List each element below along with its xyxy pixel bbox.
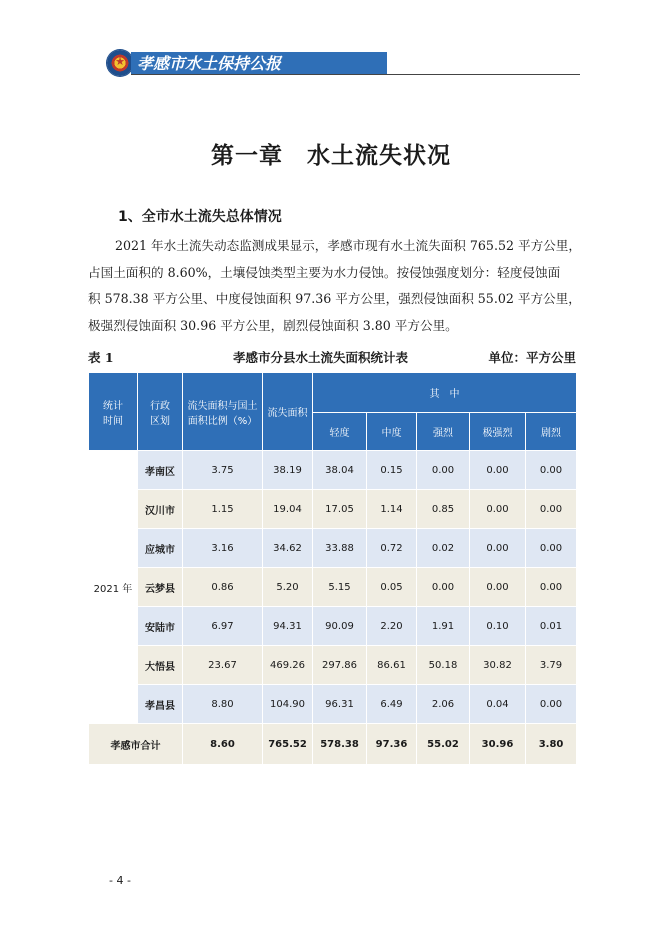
header-level: 剧烈 (526, 413, 577, 451)
level-cell: 0.01 (526, 607, 577, 646)
header-among: 其 中 (313, 373, 577, 413)
level-cell: 3.79 (526, 646, 577, 685)
table-row (89, 490, 577, 529)
header-level: 极强烈 (470, 413, 526, 451)
header-ratio: 流失面积与国土 面积比例（%） (183, 373, 263, 451)
ratio-cell: 3.16 (183, 529, 263, 568)
area-cell: 5.20 (263, 568, 313, 607)
level-cell: 0.00 (470, 451, 526, 490)
region-name: 大悟县 (138, 646, 183, 685)
area-cell: 34.62 (263, 529, 313, 568)
level-cell: 0.04 (470, 685, 526, 724)
table-title: 孝感市分县水土流失面积统计表 (233, 350, 409, 365)
level-cell: 17.05 (313, 490, 367, 529)
total-row (89, 724, 577, 765)
area-cell: 469.26 (263, 646, 313, 685)
header-period: 统计 时间 (89, 373, 138, 451)
ratio-cell: 6.97 (183, 607, 263, 646)
header-level: 中度 (367, 413, 417, 451)
total-level: 30.96 (470, 724, 526, 765)
region-name: 孝南区 (138, 451, 183, 490)
table-row (89, 607, 577, 646)
header-band (131, 52, 387, 75)
level-cell: 50.18 (417, 646, 470, 685)
paragraph-line: 极强烈侵蚀面积 30.96 平方公里，剧烈侵蚀面积 3.80 平方公里。 (88, 317, 458, 333)
table-row (89, 685, 577, 724)
region-name: 安陆市 (138, 607, 183, 646)
table-row (89, 568, 577, 607)
level-cell: 90.09 (313, 607, 367, 646)
paragraph-line: 2021 年水土流失动态监测成果显示，孝感市现有水土流失面积 765.52 平方公里， (115, 238, 581, 253)
header-rule (131, 74, 580, 75)
level-cell: 38.04 (313, 451, 367, 490)
page-number: - 4 - (109, 874, 131, 887)
level-cell: 0.05 (367, 568, 417, 607)
level-cell: 0.00 (417, 568, 470, 607)
level-cell: 0.00 (470, 529, 526, 568)
body-paragraph (88, 233, 581, 339)
level-cell: 0.00 (526, 529, 577, 568)
section-title: 1、全市水土流失总体情况 (118, 209, 282, 225)
year-cell: 2021 年 (89, 451, 138, 724)
table-row (89, 529, 577, 568)
level-cell: 30.82 (470, 646, 526, 685)
area-cell: 94.31 (263, 607, 313, 646)
header-title: 孝感市水土保持公报 (137, 54, 282, 73)
table-row (89, 646, 577, 685)
level-cell: 0.02 (417, 529, 470, 568)
area-cell: 38.19 (263, 451, 313, 490)
region-name: 汉川市 (138, 490, 183, 529)
total-level: 3.80 (526, 724, 577, 765)
level-cell: 96.31 (313, 685, 367, 724)
chapter-title: 第一章 水土流失状况 (211, 143, 451, 169)
total-ratio: 8.60 (183, 724, 263, 765)
level-cell: 33.88 (313, 529, 367, 568)
level-cell: 0.15 (367, 451, 417, 490)
level-cell: 297.86 (313, 646, 367, 685)
level-cell: 2.06 (417, 685, 470, 724)
level-cell: 1.91 (417, 607, 470, 646)
region-name: 云梦县 (138, 568, 183, 607)
paragraph-line: 积 578.38 平方公里、中度侵蚀面积 97.36 平方公里，强烈侵蚀面积 55.02 平方公里， (88, 291, 581, 306)
area-cell: 19.04 (263, 490, 313, 529)
level-cell: 0.00 (526, 568, 577, 607)
level-cell: 0.00 (417, 451, 470, 490)
area-cell: 104.90 (263, 685, 313, 724)
total-label: 孝感市合计 (89, 724, 183, 765)
header-level: 轻度 (313, 413, 367, 451)
paragraph-line: 占国土面积的 8.60%，土壤侵蚀类型主要为水力侵蚀。按侵蚀强度划分：轻度侵蚀面 (88, 264, 561, 280)
emblem-icon: ★ (107, 50, 133, 76)
table-unit: 单位：平方公里 (488, 350, 576, 365)
level-cell: 0.00 (526, 451, 577, 490)
level-cell: 0.00 (526, 490, 577, 529)
level-cell: 86.61 (367, 646, 417, 685)
page-header (107, 50, 580, 76)
level-cell: 0.00 (470, 490, 526, 529)
level-cell: 1.14 (367, 490, 417, 529)
level-cell: 0.72 (367, 529, 417, 568)
level-cell: 5.15 (313, 568, 367, 607)
ratio-cell: 3.75 (183, 451, 263, 490)
statistics-table (88, 372, 577, 765)
level-cell: 0.00 (526, 685, 577, 724)
ratio-cell: 1.15 (183, 490, 263, 529)
ratio-cell: 0.86 (183, 568, 263, 607)
region-name: 应城市 (138, 529, 183, 568)
total-level: 578.38 (313, 724, 367, 765)
level-cell: 6.49 (367, 685, 417, 724)
ratio-cell: 23.67 (183, 646, 263, 685)
table-caption (88, 348, 576, 366)
level-cell: 0.00 (470, 568, 526, 607)
header-level: 强烈 (417, 413, 470, 451)
level-cell: 0.10 (470, 607, 526, 646)
header-region: 行政 区划 (138, 373, 183, 451)
total-area: 765.52 (263, 724, 313, 765)
total-level: 97.36 (367, 724, 417, 765)
ratio-cell: 8.80 (183, 685, 263, 724)
total-level: 55.02 (417, 724, 470, 765)
level-cell: 2.20 (367, 607, 417, 646)
table-row (89, 451, 577, 490)
table-label: 表 1 (88, 350, 114, 365)
region-name: 孝昌县 (138, 685, 183, 724)
level-cell: 0.85 (417, 490, 470, 529)
header-area: 流失面积 (263, 373, 313, 451)
